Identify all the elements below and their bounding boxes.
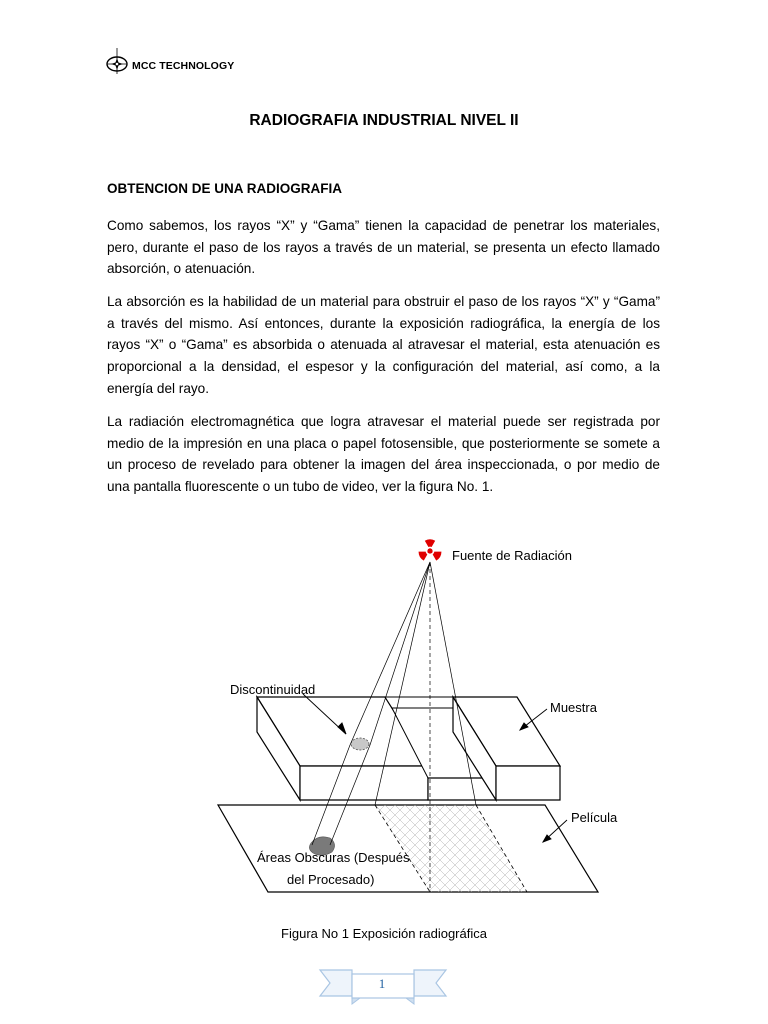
- dark-areas-label-line1: Áreas Obscuras (Después: [257, 850, 410, 865]
- source-label: Fuente de Radiación: [452, 548, 572, 563]
- document-title: RADIOGRAFIA INDUSTRIAL NIVEL II: [249, 112, 519, 129]
- film-plate: [218, 805, 598, 892]
- discontinuity-mark: [351, 738, 369, 750]
- radiation-source-icon: [417, 539, 442, 561]
- page-number: 1: [378, 976, 386, 991]
- section-heading: OBTENCION DE UNA RADIOGRAFIA: [107, 181, 342, 196]
- page-number-ribbon: [318, 968, 448, 1013]
- company-name: MCC TECHNOLOGY: [132, 60, 235, 72]
- sample-block: [257, 697, 560, 800]
- dark-areas-label-line2: del Procesado): [287, 872, 375, 887]
- paragraph-2: La absorción es la habilidad de un material para obstruir el paso de los rayos “X” y “Gama” a través del mismo. Así entonces, durante la exposición radiográfica, la energía de los rayos “X” o “Gama” es absorbida o atenuada al atravesar el material, esta atenuación es proporcional a la densidad, el espesor y la configuración del material, así como, a la energía del rayo.: [107, 294, 660, 396]
- discontinuity-label: Discontinuidad: [230, 682, 316, 697]
- figure-caption: Figura No 1 Exposición radiográfica: [281, 926, 487, 941]
- sample-label: Muestra: [550, 700, 597, 715]
- film-label: Película: [571, 810, 618, 825]
- paragraph-3: La radiación electromagnética que logra atravesar el material puede ser registrada por medio de la impresión en una placa o papel fotosensible, que posteriormente se somete a un proceso de revelado para obtener la imagen del área inspeccionada, o por medio de una pantalla fluorescente o un tubo de video, ver la figura No. 1.: [107, 414, 660, 495]
- paragraph-1: Como sabemos, los rayos “X” y “Gama” tienen la capacidad de penetrar los materiales, pero, durante el paso de los rayos a través de un material, se presenta un efecto llamado absorción, o atenuación.: [107, 218, 660, 277]
